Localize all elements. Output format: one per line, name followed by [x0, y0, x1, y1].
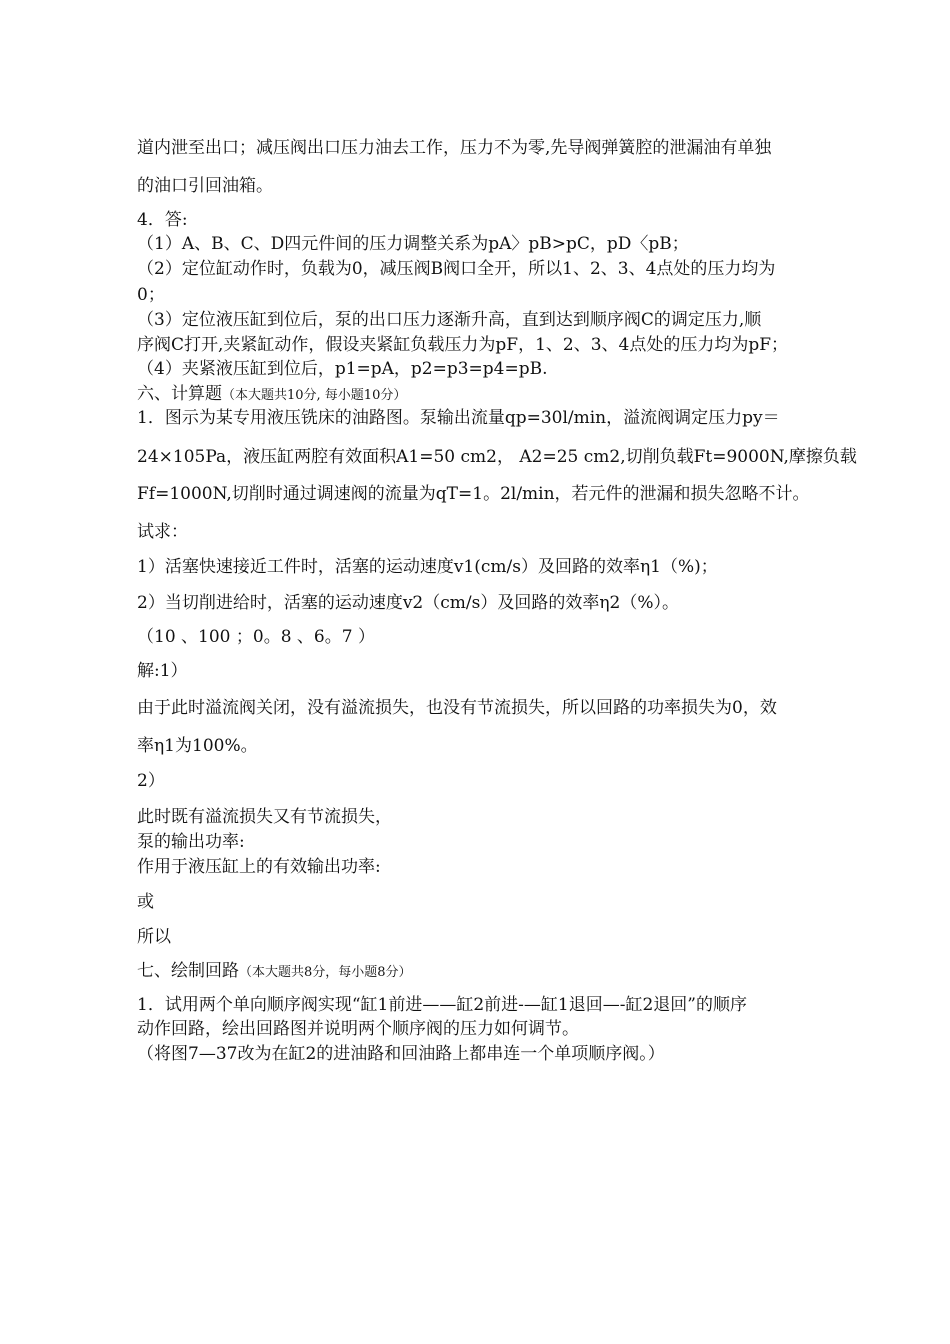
problem-text: 动作回路，绘出回路图并说明两个顺序阀的压力如何调节。	[137, 1019, 579, 1039]
problem-text: Ff=1000N,切削时通过调速阀的流量为qT=1。2l/min，若元件的泄漏和损失忽略不计。	[137, 484, 810, 504]
problem-text: 24×105Pa，液压缸两腔有效面积A1=50 cm2， A2=25 cm2,切削负载Ft=9000N,摩擦负载	[137, 447, 857, 467]
text-line: （2）定位缸动作时，负载为0，减压阀B阀口全开，所以1、2、3、4点处的压力均为	[137, 259, 776, 279]
section-note: （本大题共8分，每小题8分）	[239, 965, 412, 980]
text-line: 试求：	[137, 522, 188, 542]
text-line: 0；	[137, 285, 165, 305]
text-line: （3）定位液压缸到位后，泵的出口压力逐渐升高，直到达到顺序阀C的调定压力,顺	[137, 310, 762, 330]
text-line: （4）夹紧液压缸到位后，p1=pA，p2=p3=p4=pB.	[137, 359, 548, 379]
text-line: 泵的输出功率:	[137, 832, 245, 852]
text-line: 2）当切削进给时，活塞的运动速度v2（cm/s）及回路的效率η2（%）。	[137, 593, 679, 613]
text-line: 道内泄至出口；减压阀出口压力油去工作，压力不为零,先导阀弹簧腔的泄漏油有单独	[137, 138, 772, 158]
text-line: 作用于液压缸上的有效输出功率:	[137, 857, 381, 877]
problem-text: （将图7—37改为在缸2的进油路和回油路上都串连一个单项顺序阀。）	[137, 1044, 665, 1064]
text-line: 由于此时溢流阀关闭，没有溢流损失，也没有节流损失，所以回路的功率损失为0，效	[137, 698, 777, 718]
text-line: 所以	[137, 927, 171, 947]
problem-text: 1．图示为某专用液压铣床的油路图。泵输出流量qp=30l/min，溢流阀调定压力py＝	[137, 408, 780, 428]
answer-values: （10 、100 ；0。8 、6。7 ）	[137, 627, 375, 647]
section-title-7	[137, 963, 412, 980]
section-title-6	[137, 386, 406, 403]
text-line: 率η1为100%。	[137, 736, 258, 756]
text-line: 1）活塞快速接近工件时，活塞的运动速度v1(cm/s）及回路的效率η1（%)；	[137, 557, 718, 577]
section-title: 六、计算题	[137, 384, 222, 404]
text-line: 2）	[137, 771, 165, 791]
text-line: 解:1）	[137, 661, 188, 681]
problem-text: 1．试用两个单向顺序阀实现“缸1前进——缸2前进-—缸1退回—-缸2退回”的顺序	[137, 995, 747, 1015]
section-title: 七、绘制回路	[137, 961, 239, 981]
text-line: 或	[137, 892, 154, 912]
section-note: （本大题共10分, 每小题10分）	[222, 388, 407, 403]
text-line: 此时既有溢流损失又有节流损失，	[137, 807, 392, 827]
answer-heading: 4．答:	[137, 210, 188, 230]
text-line: （1）A、B、C、D四元件间的压力调整关系为pA〉pB>pC，pD〈pB；	[137, 234, 689, 254]
text-line: 的油口引回油箱。	[137, 176, 273, 196]
text-line: 序阀C打开,夹紧缸动作，假设夹紧缸负载压力为pF，1、2、3、4点处的压力均为pF；	[137, 335, 789, 355]
